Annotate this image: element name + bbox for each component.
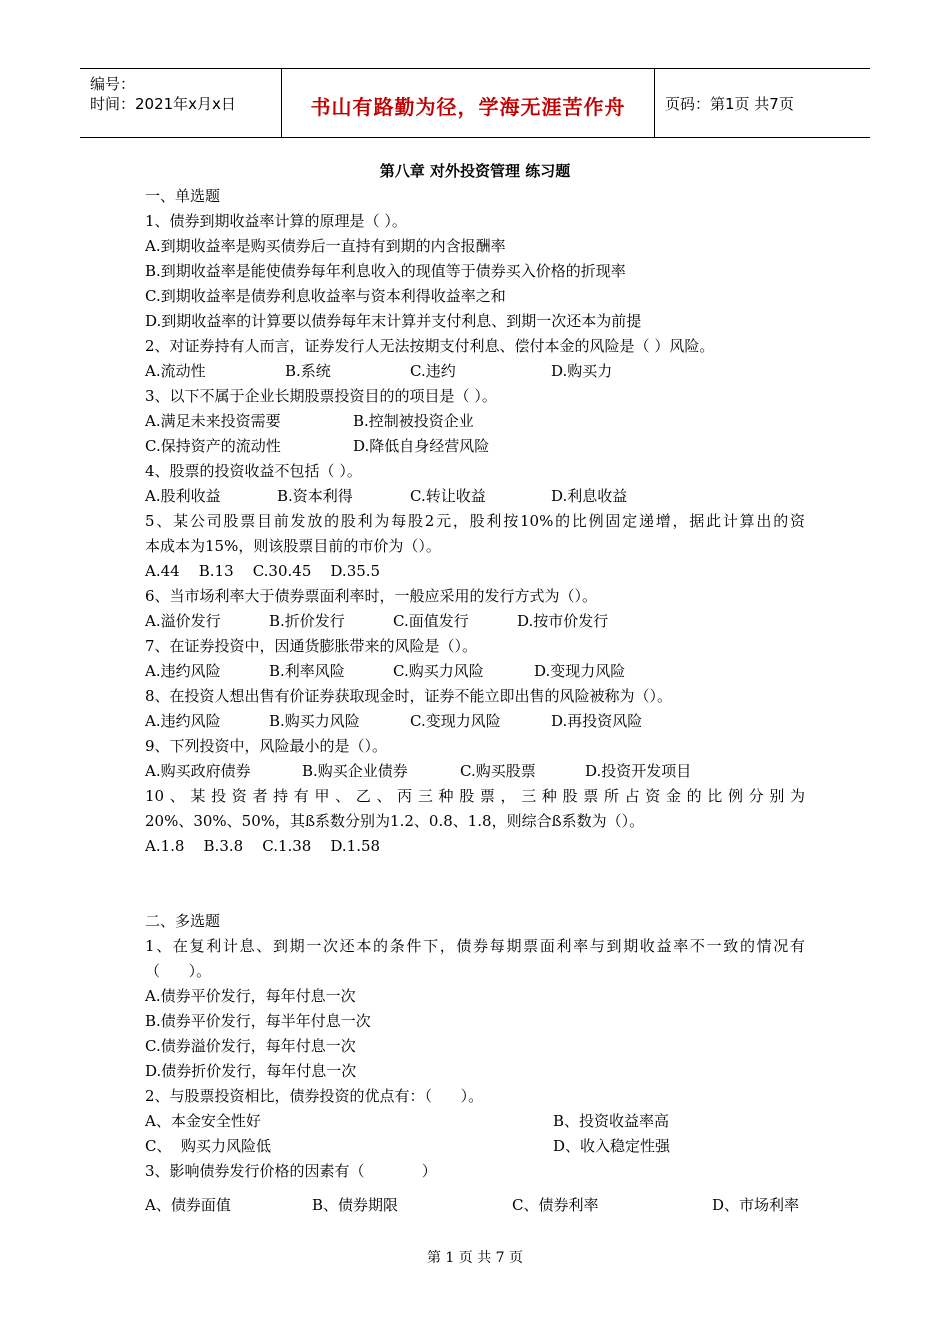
option-row: A.1.8 B.3.8 C.1.38 D.1.58 — [145, 837, 381, 855]
option-row — [145, 1136, 805, 1156]
option-row — [145, 611, 805, 631]
question-stem: 4、股票的投资收益不包括（ ）。 — [145, 462, 362, 480]
option-c: C.变现力风险 — [410, 712, 501, 730]
header-table — [80, 68, 870, 138]
question-stem: 1、在复利计息、到期一次还本的条件下，债券每期票面利率与到期收益率不一致的情况有 — [145, 937, 805, 955]
section-heading-single-choice: 一、单选题 — [145, 187, 221, 205]
option-a: A.债券平价发行，每年付息一次 — [145, 987, 356, 1005]
option-c: C.转让收益 — [410, 487, 486, 505]
option-d: D.降低自身经营风险 — [353, 437, 490, 455]
option-d: D.到期收益率的计算要以债券每年末计算并支付利息、到期一次还本为前提 — [145, 312, 642, 330]
header-motto-cell — [282, 69, 655, 137]
option-c: C.违约 — [410, 362, 456, 380]
option-a: A.购买政府债券 — [145, 762, 251, 780]
question-stem-continued: 本成本为15%，则该股票目前的市价为（）。 — [145, 537, 441, 555]
option-a: A.到期收益率是购买债券后一直持有到期的内含报酬率 — [145, 237, 506, 255]
option-row — [145, 361, 805, 381]
motto: 书山有路勤为径，学海无涯苦作舟 — [310, 95, 626, 119]
option-row: A.44 B.13 C.30.45 D.35.5 — [145, 562, 381, 580]
option-b: B.购买力风险 — [269, 712, 360, 730]
option-row — [145, 486, 805, 506]
option-d: D.再投资风险 — [551, 712, 643, 730]
option-b: B.折价发行 — [269, 612, 345, 630]
question-stem: 5、某公司股票目前发放的股利为每股2元，股利按10%的比例固定递增，据此计算出的资 — [145, 512, 805, 530]
option-b: B.利率风险 — [269, 662, 345, 680]
option-a: A.违约风险 — [145, 712, 221, 730]
document-title: 第八章 对外投资管理 练习题 — [379, 162, 571, 180]
question-stem: 1、债券到期收益率计算的原理是（ ）。 — [145, 212, 407, 230]
option-b: B.控制被投资企业 — [353, 412, 474, 430]
section-heading-multiple-choice: 二、多选题 — [145, 912, 221, 930]
number-label: 编号： — [90, 75, 136, 93]
option-d: D.债券折价发行，每年付息一次 — [145, 1062, 357, 1080]
header-page-cell — [655, 69, 870, 137]
option-c: C.债券溢价发行，每年付息一次 — [145, 1037, 356, 1055]
option-row — [145, 711, 805, 731]
option-c: C.保持资产的流动性 — [145, 437, 281, 455]
option-row — [145, 661, 805, 681]
option-b: B.购买企业债券 — [302, 762, 408, 780]
option-c: C.面值发行 — [393, 612, 469, 630]
question-stem: 10、某投资者持有甲、乙、丙三种股票，三种股票所占资金的比例分别为 — [145, 787, 805, 805]
question-stem: 7、在证券投资中，因通货膨胀带来的风险是（）。 — [145, 637, 478, 655]
option-b: B.债券平价发行，每半年付息一次 — [145, 1012, 371, 1030]
option-a: A.股利收益 — [145, 487, 221, 505]
question-stem: 6、当市场利率大于债券票面利率时，一般应采用的发行方式为（）。 — [145, 587, 598, 605]
option-b: B.系统 — [285, 362, 331, 380]
question-stem: 2、与股票投资相比，债券投资的优点有：（ ）。 — [145, 1087, 484, 1105]
option-row — [145, 436, 805, 456]
question-stem: 3、以下不属于企业长期股票投资目的的项目是（ ）。 — [145, 387, 497, 405]
question-stem: 2、对证券持有人而言，证券发行人无法按期支付利息、偿付本金的风险是（ ）风险。 — [145, 337, 715, 355]
option-d: D.购买力 — [551, 362, 613, 380]
option-d: D.变现力风险 — [534, 662, 626, 680]
question-stem: 9、下列投资中，风险最小的是（）。 — [145, 737, 388, 755]
option-row — [145, 1195, 815, 1215]
question-stem-continued: （ ）。 — [145, 962, 212, 980]
option-d: D.投资开发项目 — [585, 762, 692, 780]
option-a: A.流动性 — [145, 362, 206, 380]
page-footer: 第 1 页 共 7 页 — [426, 1250, 524, 1266]
option-b: B、投资收益率高 — [553, 1112, 670, 1130]
question-stem: 3、影响债券发行价格的因素有（ ） — [145, 1162, 437, 1180]
option-row — [145, 761, 805, 781]
option-a: A.溢价发行 — [145, 612, 221, 630]
option-c: C.到期收益率是债券利息收益率与资本利得收益率之和 — [145, 287, 506, 305]
option-b: B.到期收益率是能使债券每年利息收入的现值等于债券买入价格的折现率 — [145, 262, 626, 280]
option-b: B.资本利得 — [277, 487, 353, 505]
question-stem: 8、在投资人想出售有价证券获取现金时，证券不能立即出售的风险被称为（）。 — [145, 687, 673, 705]
option-a: A.违约风险 — [145, 662, 221, 680]
option-d: D、市场利率 — [712, 1196, 800, 1214]
option-c: C.购买股票 — [460, 762, 536, 780]
option-row — [145, 411, 805, 431]
option-a: A、本金安全性好 — [145, 1112, 261, 1130]
option-d: D.利息收益 — [551, 487, 628, 505]
time-label: 时间：2021年x月x日 — [90, 95, 236, 113]
option-a: A.满足未来投资需要 — [145, 412, 281, 430]
question-stem-continued: 20%、30%、50%，其ß系数分别为1.2、0.8、1.8，则综合ß系数为（）。 — [145, 812, 645, 830]
option-c: C.购买力风险 — [393, 662, 484, 680]
option-b: B、债券期限 — [312, 1196, 399, 1214]
option-d: D、收入稳定性强 — [553, 1137, 671, 1155]
option-d: D.按市价发行 — [517, 612, 609, 630]
header-info-cell — [80, 69, 282, 137]
option-c: C、 购买力风险低 — [145, 1137, 272, 1155]
option-c: C、债券利率 — [512, 1196, 599, 1214]
option-a: A、债券面值 — [145, 1196, 231, 1214]
page-info: 页码：第1页 共7页 — [665, 95, 794, 113]
option-row — [145, 1111, 805, 1131]
